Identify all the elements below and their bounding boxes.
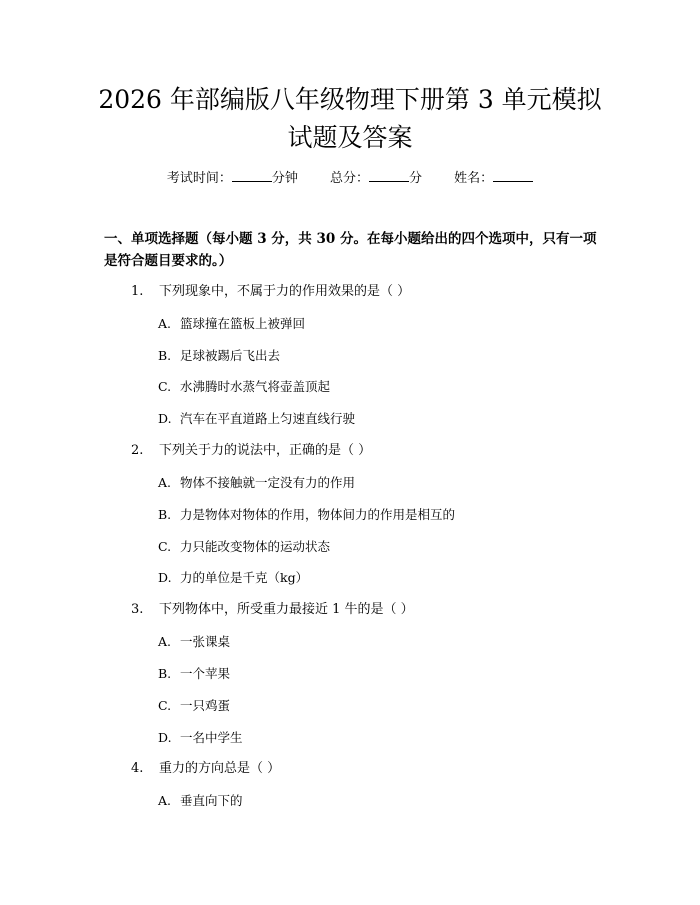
section-heading-line1: 一、单项选择题（每小题 3 分，共 30 分。在每小题给出的四个选项中，只有一项: [104, 231, 597, 247]
question-1: [131, 282, 410, 302]
option-letter: A.: [158, 634, 172, 649]
option-text: 一张课桌: [180, 634, 231, 649]
option-1b: [158, 346, 280, 366]
question-text: 下列关于力的说法中，正确的是（ ）: [159, 443, 372, 458]
option-letter: D.: [158, 730, 172, 745]
section-heading-line2: 是符合题目要求的。）: [104, 253, 233, 269]
exam-name-blank: [493, 168, 533, 182]
page-title-line1: 2026 年部编版八年级物理下册第 3 单元模拟: [98, 85, 602, 114]
option-2c: [158, 537, 330, 557]
option-letter: B.: [158, 666, 172, 681]
option-letter: D.: [158, 411, 172, 426]
option-letter: C.: [158, 379, 172, 394]
option-letter: C.: [158, 539, 172, 554]
question-text: 下列物体中，所受重力最接近 1 牛的是（ ）: [159, 602, 414, 617]
question-number: 1.: [131, 284, 144, 299]
option-letter: B.: [158, 348, 172, 363]
page-title-line2: 试题及答案: [287, 123, 413, 152]
question-2: [131, 441, 371, 461]
exam-name: [454, 168, 533, 189]
option-text: 一个苹果: [180, 666, 231, 681]
option-text: 垂直向下的: [180, 793, 243, 808]
exam-score-unit: 分: [409, 171, 423, 186]
option-text: 足球被踢后飞出去: [180, 348, 281, 363]
option-text: 力的单位是千克（kg）: [180, 570, 309, 585]
option-2d: [158, 568, 308, 588]
option-3c: [158, 696, 230, 716]
option-letter: D.: [158, 570, 172, 585]
option-letter: A.: [158, 316, 172, 331]
question-text: 重力的方向总是（ ）: [159, 761, 281, 776]
question-number: 3.: [131, 602, 144, 617]
option-3b: [158, 664, 230, 684]
option-letter: A.: [158, 475, 172, 490]
exam-score-label: 总分：: [329, 171, 369, 186]
option-text: 水沸腾时水蒸气将壶盖顶起: [180, 379, 331, 394]
option-4a: [158, 791, 243, 811]
option-1c: [158, 377, 330, 397]
exam-time: [167, 168, 298, 189]
option-1a: [158, 314, 305, 334]
exam-name-label: 姓名：: [454, 171, 494, 186]
question-number: 2.: [131, 443, 144, 458]
option-2b: [158, 505, 455, 525]
option-1d: [158, 409, 355, 429]
option-2a: [158, 473, 355, 493]
option-3d: [158, 728, 243, 748]
exam-score-blank: [369, 168, 409, 182]
option-text: 汽车在平直道路上匀速直线行驶: [180, 411, 356, 426]
option-letter: A.: [158, 793, 172, 808]
option-text: 力只能改变物体的运动状态: [180, 539, 331, 554]
option-text: 篮球撞在篮板上被弹回: [180, 316, 306, 331]
exam-meta: [0, 168, 700, 189]
exam-time-unit: 分钟: [271, 171, 298, 186]
option-text: 力是物体对物体的作用，物体间力的作用是相互的: [180, 507, 456, 522]
section-heading: [104, 228, 604, 272]
question-4: [131, 759, 280, 779]
question-3: [131, 600, 414, 620]
option-text: 物体不接触就一定没有力的作用: [180, 475, 356, 490]
exam-time-label: 考试时间：: [166, 171, 232, 186]
question-number: 4.: [131, 761, 144, 776]
exam-time-blank: [232, 168, 272, 182]
option-letter: B.: [158, 507, 172, 522]
question-text: 下列现象中，不属于力的作用效果的是（ ）: [159, 284, 411, 299]
option-text: 一名中学生: [180, 730, 243, 745]
exam-score: [330, 168, 422, 189]
option-letter: C.: [158, 698, 172, 713]
option-text: 一只鸡蛋: [180, 698, 231, 713]
option-3a: [158, 632, 230, 652]
